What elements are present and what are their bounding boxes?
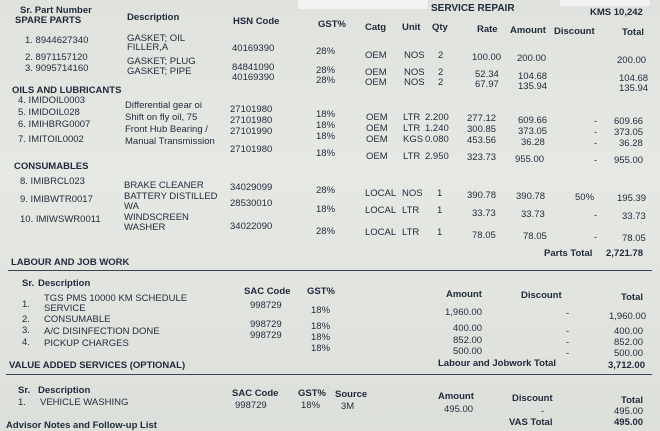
sac-code: 998729 <box>235 400 267 411</box>
amount: 400.00 <box>453 323 483 334</box>
rate: 52.34 <box>475 69 499 80</box>
discount: 50% <box>575 192 595 203</box>
total: 36.28 <box>619 138 643 149</box>
part-description: GASKET; OIL <box>127 33 186 44</box>
discount: - <box>594 138 598 149</box>
hsn-code: 27101990 <box>230 126 273 137</box>
gst-rate: 28% <box>316 65 336 76</box>
vas-header-amount: Amount <box>438 391 474 402</box>
amount: 852.00 <box>453 335 483 346</box>
quantity: 2 <box>438 77 444 88</box>
part-description: Front Hub Bearing / <box>125 124 208 135</box>
total: 400.00 <box>614 326 644 337</box>
sac-code: 998729 <box>250 300 282 311</box>
amount: 135.94 <box>518 81 548 92</box>
gst-rate: 28% <box>316 185 336 196</box>
amount: 200.00 <box>517 53 547 64</box>
divider <box>8 270 652 271</box>
vas-header-total: Total <box>621 395 643 406</box>
service-repair-label: SERVICE REPAIR <box>431 3 515 14</box>
discount: - <box>594 155 598 166</box>
quantity: 2 <box>438 50 444 61</box>
discount: - <box>566 326 570 337</box>
hsn-code: 27101980 <box>230 104 273 115</box>
part-description: BRAKE CLEANER <box>124 180 204 191</box>
part-number: 10. IMIWSWR0011 <box>20 214 101 225</box>
hsn-code: 40169390 <box>232 72 275 83</box>
part-number: 7. IMITOIL0002 <box>18 134 84 145</box>
vas-sr: 1. <box>18 397 26 408</box>
rate: 323.73 <box>467 152 497 163</box>
total: 195.39 <box>617 193 647 204</box>
section-title-labour: LABOUR AND JOB WORK <box>11 257 130 268</box>
header-qty: Qty <box>432 22 448 33</box>
part-number: 6. IMIHBRG0007 <box>18 119 91 130</box>
labour-total-value: 3,712.00 <box>608 360 645 371</box>
hsn-code: 84841090 <box>232 62 275 73</box>
amount: 495.00 <box>444 404 474 415</box>
vas-header-sr: Sr. <box>18 385 31 396</box>
quantity: 2 <box>438 67 444 78</box>
amount: 1,960.00 <box>445 307 482 318</box>
section-title-oils: OILS AND LUBRICANTS <box>12 85 122 96</box>
gst-rate: 28% <box>316 75 336 86</box>
labour-header-total: Total <box>621 292 643 303</box>
vas-header-description: Description <box>38 385 91 396</box>
quantity: 2.200 <box>425 112 449 123</box>
category: LOCAL <box>365 188 397 199</box>
labour-header-sac: SAC Code <box>244 286 291 297</box>
total: 955.00 <box>614 155 644 166</box>
unit: KGS <box>403 134 424 145</box>
part-description: BATTERY DISTILLED <box>124 191 218 202</box>
rate: 300.85 <box>467 124 497 135</box>
discount: - <box>594 127 598 138</box>
rate: 453.56 <box>467 135 497 146</box>
total: 852.00 <box>614 337 644 348</box>
redacted-area <box>560 0 650 6</box>
discount: - <box>566 348 570 359</box>
category: OEM <box>366 112 388 123</box>
header-discount: Discount <box>554 26 595 37</box>
part-number: 4. IMIDOIL0003 <box>18 95 86 106</box>
labour-header-amount: Amount <box>446 289 482 300</box>
labour-description: TGS PMS 10000 KM SCHEDULE <box>44 293 188 304</box>
labour-header-sr: Sr. <box>22 278 35 289</box>
header-sr-part-number: Sr. Part Number <box>20 5 92 16</box>
gst-rate: 18% <box>316 131 336 142</box>
header-gst: GST% <box>318 19 346 30</box>
labour-total-label: Labour and Jobwork Total <box>438 358 557 369</box>
part-description: GASKET; PIPE <box>127 66 192 77</box>
part-number: 8. IMIBRCL023 <box>20 176 85 187</box>
sac-code: 998729 <box>250 319 282 330</box>
header-hsn-code: HSN Code <box>233 16 280 27</box>
unit: NOS <box>404 67 425 78</box>
unit: LTR <box>403 151 421 162</box>
gst-rate: 18% <box>316 120 336 131</box>
section-title-consumables: CONSUMABLES <box>14 161 89 172</box>
total: 200.00 <box>617 55 647 66</box>
amount: 609.66 <box>518 115 548 126</box>
part-number: 5. IMIDOIL028 <box>18 107 80 118</box>
rate: 78.05 <box>472 230 496 241</box>
parts-total-value: 2,721.78 <box>606 248 643 259</box>
vas-total-value: 495.00 <box>614 417 644 428</box>
category: OEM <box>365 67 387 78</box>
total: 135.94 <box>619 83 649 94</box>
total: 500.00 <box>614 348 644 359</box>
amount: 373.05 <box>518 126 548 137</box>
gst-rate: 18% <box>311 343 331 354</box>
hsn-code: 28530010 <box>230 198 273 209</box>
hsn-code: 34022090 <box>230 221 273 232</box>
total: 495.00 <box>614 406 644 417</box>
discount: - <box>566 337 570 348</box>
quantity: 1 <box>437 188 443 199</box>
labour-header-description: Description <box>38 278 91 289</box>
rate: 100.00 <box>472 52 502 63</box>
part-description: FILLER,A <box>127 42 169 53</box>
labour-header-gst: GST% <box>307 286 335 297</box>
total: 33.73 <box>622 211 646 222</box>
labour-sr: 4. <box>22 337 30 348</box>
total: 373.05 <box>614 127 644 138</box>
quantity: 1 <box>437 227 443 238</box>
header-catg: Catg <box>365 22 387 33</box>
labour-sr: 3. <box>22 325 30 336</box>
redacted-area <box>298 0 428 9</box>
gst-rate: 18% <box>311 321 331 332</box>
unit: NOS <box>402 188 423 199</box>
category: LOCAL <box>365 227 397 238</box>
part-description: Differential gear oi <box>125 100 202 111</box>
hsn-code: 40169390 <box>232 43 275 54</box>
total: 1,960.00 <box>609 311 646 322</box>
labour-description: A/C DISINFECTION DONE <box>44 326 160 337</box>
amount: 390.78 <box>516 191 546 202</box>
header-total: Total <box>622 27 644 38</box>
category: OEM <box>365 50 387 61</box>
quantity: 2.950 <box>425 151 449 162</box>
part-number: 3. 9095714160 <box>25 63 89 74</box>
part-description: WINDSCREEN <box>124 212 189 223</box>
discount: - <box>541 406 545 417</box>
gst-rate: 28% <box>316 46 336 57</box>
total: 609.66 <box>614 116 644 127</box>
part-description: Shift on fly oil, 75 <box>125 112 198 123</box>
section-title-vas: VALUE ADDED SERVICES (OPTIONAL) <box>9 360 186 371</box>
labour-description: CONSUMABLE <box>44 314 111 325</box>
part-description: GASKET; PLUG <box>127 56 196 67</box>
gst-rate: 18% <box>311 332 331 343</box>
category: OEM <box>366 134 388 145</box>
gst-rate: 18% <box>316 109 336 120</box>
labour-description: PICKUP CHARGES <box>44 338 129 349</box>
header-description: Description <box>127 12 180 23</box>
gst-rate: 18% <box>316 204 336 215</box>
amount: 78.05 <box>523 231 547 242</box>
header-rate: Rate <box>477 24 498 35</box>
total: 78.05 <box>622 233 646 244</box>
section-title-spare-parts: SPARE PARTS <box>15 15 82 26</box>
kms-reading: KMS 10,242 <box>590 7 643 18</box>
source: 3M <box>341 401 355 412</box>
category: OEM <box>365 77 387 88</box>
category: OEM <box>366 123 388 134</box>
header-unit: Unit <box>402 22 421 33</box>
quantity: 1.240 <box>425 123 449 134</box>
part-number: 9. IMIBWTR0017 <box>20 194 93 205</box>
vas-description: VEHICLE WASHING <box>40 397 129 408</box>
amount: 36.28 <box>521 137 545 148</box>
hsn-code: 27101980 <box>230 115 273 126</box>
unit: NOS <box>404 77 425 88</box>
vas-header-sac: SAC Code <box>232 388 279 399</box>
hsn-code: 34029099 <box>230 182 273 193</box>
amount: 500.00 <box>453 346 483 357</box>
hsn-code: 27101980 <box>230 144 273 155</box>
vas-total-label: VAS Total <box>509 417 553 428</box>
rate: 33.73 <box>472 208 496 219</box>
labour-sr: 1. <box>22 299 30 310</box>
labour-description: SERVICE <box>44 303 86 314</box>
gst-rate: 18% <box>316 148 336 159</box>
vas-header-gst: GST% <box>298 388 326 399</box>
quantity: 1 <box>437 205 443 216</box>
header-amount: Amount <box>510 25 546 36</box>
amount: 955.00 <box>515 154 545 165</box>
gst-rate: 18% <box>311 305 331 316</box>
vas-header-source: Source <box>335 389 368 400</box>
quantity: 0.080 <box>425 134 449 145</box>
unit: LTR <box>402 205 420 216</box>
part-description: WA <box>124 201 139 212</box>
gst-rate: 28% <box>316 226 336 237</box>
rate: 67.97 <box>475 79 499 90</box>
labour-header-discount: Discount <box>521 290 562 301</box>
discount: - <box>566 308 570 319</box>
unit: LTR <box>402 227 420 238</box>
discount: - <box>594 210 598 221</box>
part-description: WASHER <box>124 222 166 233</box>
gst-rate: 18% <box>301 400 321 411</box>
category: OEM <box>366 151 388 162</box>
labour-sr: 2. <box>22 314 30 325</box>
amount: 104.68 <box>518 71 548 82</box>
divider <box>6 374 652 375</box>
amount: 33.73 <box>521 209 545 220</box>
total: 104.68 <box>619 73 649 84</box>
part-number: 1. 8944627340 <box>25 35 89 46</box>
part-description: Manual Transmission <box>125 136 215 147</box>
sac-code: 998729 <box>250 330 282 341</box>
vas-header-discount: Discount <box>512 393 553 404</box>
rate: 277.12 <box>467 113 497 124</box>
discount: - <box>594 232 598 243</box>
unit: LTR <box>403 123 421 134</box>
discount: - <box>594 116 598 127</box>
category: LOCAL <box>365 205 397 216</box>
unit: NOS <box>404 50 425 61</box>
part-number: 2. 8971157120 <box>25 52 88 63</box>
parts-total-label: Parts Total <box>544 248 593 259</box>
rate: 390.78 <box>467 190 497 201</box>
unit: LTR <box>403 112 421 123</box>
advisor-notes-heading: Advisor Notes and Follow-up List <box>6 420 157 431</box>
